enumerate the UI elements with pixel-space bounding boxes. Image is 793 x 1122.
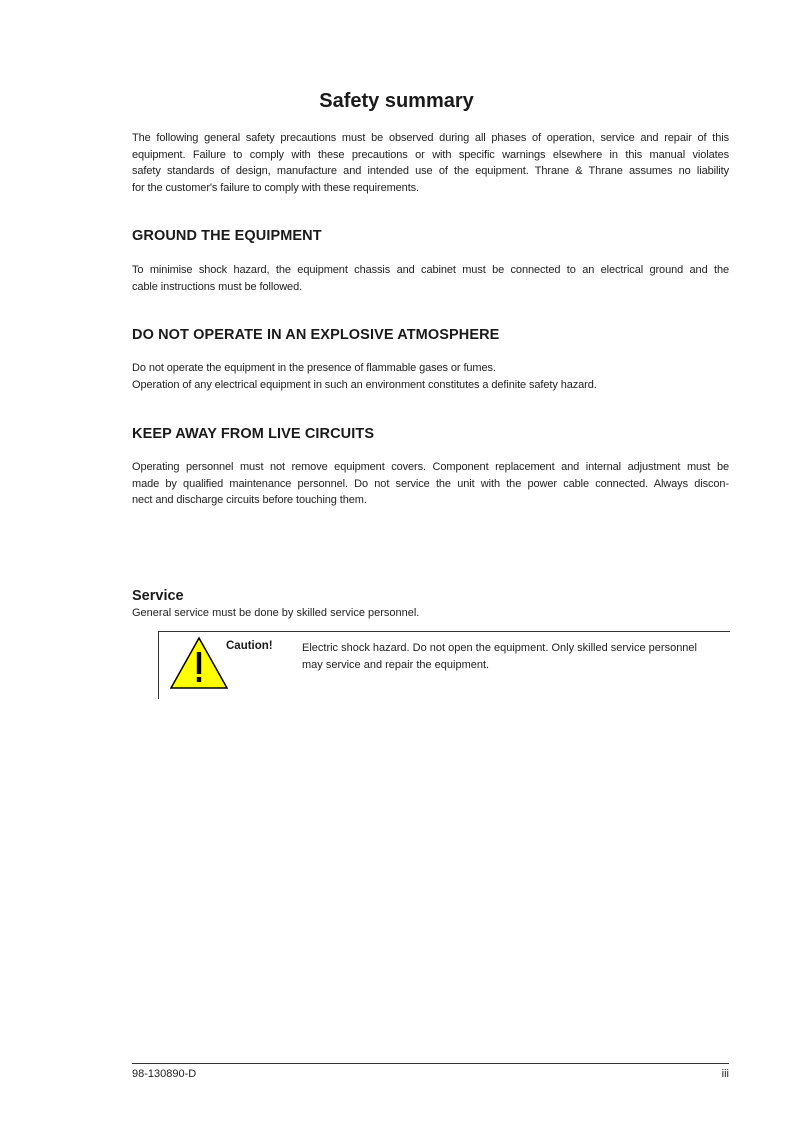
document-number: 98-130890-D <box>132 1068 197 1080</box>
section-line: To minimise shock hazard, the equipment chassis and cabinet must be connected to an electrical ground and the <box>132 264 729 276</box>
intro-line: safety standards of design, manufacture and intended use of the equipment. Thrane & Thrane assumes no liability <box>132 165 729 177</box>
page-title: Safety summary <box>319 90 474 112</box>
section-heading-explosive: DO NOT OPERATE IN AN EXPLOSIVE ATMOSPHERE <box>132 327 500 343</box>
section-heading-ground: GROUND THE EQUIPMENT <box>132 228 322 244</box>
warning-triangle-icon <box>169 636 229 690</box>
section-line: Operation of any electrical equipment in such an environment constitutes a definite safety hazard. <box>132 378 597 391</box>
caution-note <box>158 631 730 699</box>
intro-paragraph <box>132 130 729 196</box>
intro-line: for the customer's failure to comply with these requirements. <box>132 181 420 194</box>
section-paragraph-explosive <box>132 360 729 393</box>
caution-text <box>302 640 722 673</box>
section-paragraph-live-circuits <box>132 459 729 509</box>
section-line: cable instructions must be followed. <box>132 280 303 293</box>
caution-line: may service and repair the equipment. <box>302 658 490 671</box>
intro-line: The following general safety precautions must be observed during all phases of operation, service and repair of this <box>132 132 729 144</box>
section-paragraph-ground <box>132 262 729 295</box>
intro-line: equipment. Failure to comply with these precautions or with specific warnings elsewhere in this manual violates <box>132 148 729 161</box>
service-heading: Service <box>132 588 184 604</box>
section-line: nect and discharge circuits before touching them. <box>132 494 367 506</box>
section-line: Do not operate the equipment in the presence of flammable gases or fumes. <box>132 362 496 374</box>
service-text: General service must be done by skilled service personnel. <box>132 607 420 619</box>
footer-divider <box>132 1063 729 1064</box>
caution-label: Caution! <box>226 640 273 652</box>
caution-line: Electric shock hazard. Do not open the equipment. Only skilled service personnel <box>302 642 697 654</box>
section-line: made by qualified maintenance personnel. Do not service the unit with the power cable connected. Always discon- <box>132 477 729 490</box>
page-number: iii <box>721 1068 729 1080</box>
section-line: Operating personnel must not remove equipment covers. Component replacement and internal adjustment must be <box>132 461 729 473</box>
section-heading-live-circuits: KEEP AWAY FROM LIVE CIRCUITS <box>132 426 375 442</box>
